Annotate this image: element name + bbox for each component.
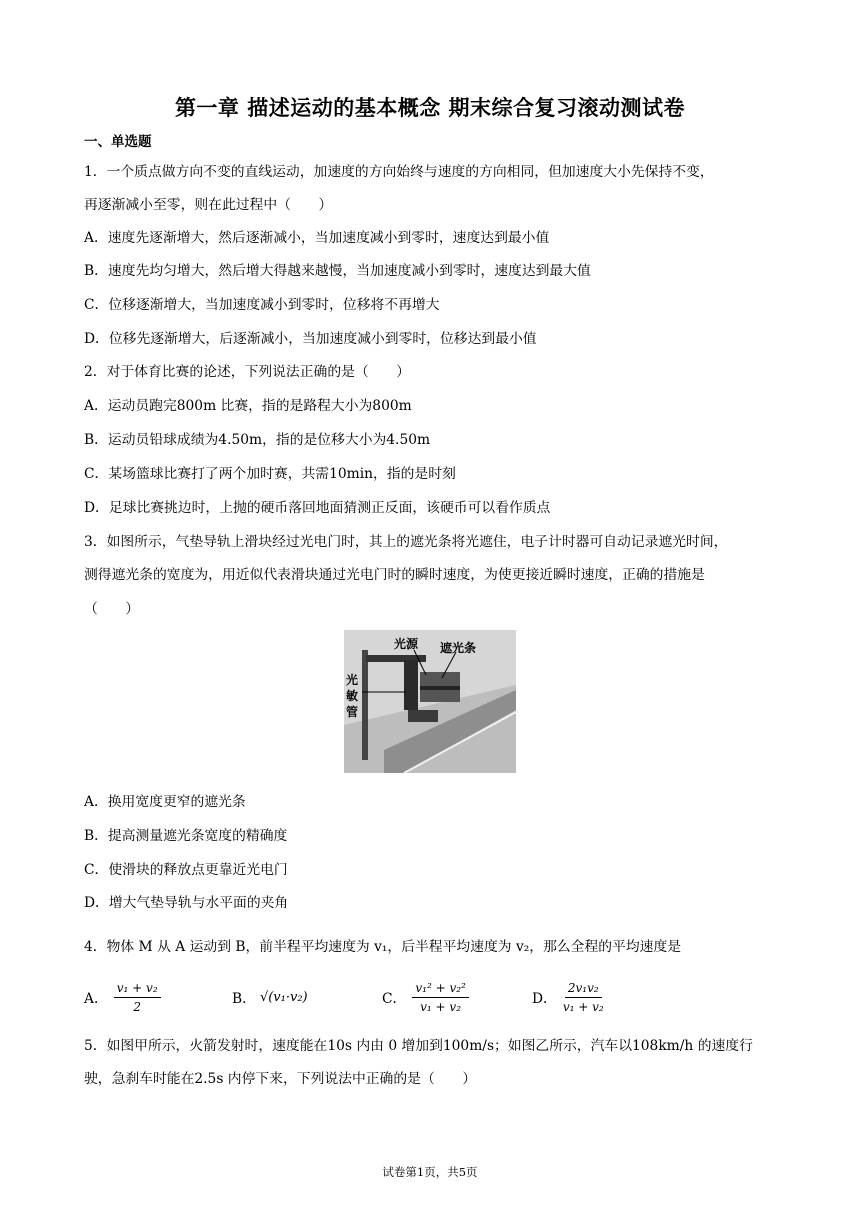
text-line: 2．对于体育比赛的论述，下列说法正确的是（ ） [84,364,411,380]
page-title: 第一章 描述运动的基本概念 期末综合复习滚动测试卷 [174,96,686,120]
text-line: C．使滑块的释放点更靠近光电门 [84,862,288,878]
text-line: C．位移逐渐增大，当加速度减小到零时，位移将不再增大 [84,297,440,313]
label-light-source: 光源 [394,637,419,651]
option-d: D． $\frac{\text{2v₁v₂}}{\text{v₁ + v₂}}$ [532,980,604,1014]
text-line: C．某场篮球比赛打了两个加时赛，共需10min，指的是时刻 [84,466,456,482]
text-line: 4．物体 M 从 A 运动到 B，前半程平均速度为 v₁，后半程平均速度为 v₂，那么全程的平均速度是 [84,939,682,955]
fraction-c: $\frac{\text{v₁² + v₂²}}{\text{v₁ + v₂}}$ [412,981,468,1014]
label-sensor-3: 管 [346,705,359,719]
section-heading: 一、单选题 [84,134,152,150]
label-sensor-2: 敏 [346,689,359,703]
text-line: A．速度先逐渐增大，然后逐渐减小，当加速度减小到零时，速度达到最小值 [84,230,550,246]
text-line: A．运动员跑完800m 比赛，指的是路程大小为800m [84,398,412,414]
option-c: C． $\frac{\text{v₁² + v₂²}}{\text{v₁ + v₂}}$ [382,972,469,1022]
fraction-d: $\frac{\text{2v₁v₂}}{\text{v₁ + v₂}}$ [562,980,604,1014]
text-line: 1．一个质点做方向不变的直线运动，加速度的方向始终与速度的方向相同，但加速度大小先保持不变， [84,164,714,180]
page-footer: 试卷第1页，共5页 [382,1165,478,1179]
text-line: （ ） [84,601,140,617]
formula-options [84,972,784,1022]
text-line: 5．如图甲所示，火箭发射时，速度能在10s 内由 0 增加到100m/s；如图乙所示，汽车以108km/h 的速度行 [84,1038,753,1054]
text-line: D．位移先逐渐增大，后逐渐减小，当加速度减小到零时，位移达到最小值 [84,331,537,347]
text-line: B．运动员铅球成绩为4.50m，指的是位移大小为4.50m [84,432,431,448]
option-b: B． √(v₁·v₂) [232,989,308,1007]
text-line: A．换用宽度更窄的遮光条 [84,794,246,810]
text-line: B．提高测量遮光条宽度的精确度 [84,828,288,844]
text-line: 再逐渐减小至零，则在此过程中（ ） [84,197,333,213]
label-shade-strip: 遮光条 [440,641,477,655]
text-line: D．增大气垫导轨与水平面的夹角 [84,895,289,911]
text-line: 测得遮光条的宽度为，用近似代表滑块通过光电门时的瞬时速度，为使更接近瞬时速度，正确的措施是 [84,567,705,583]
option-a: A． $\frac{\text{v₁ + v₂}}{2}$ [84,972,161,1022]
text-line: D．足球比赛挑边时，上抛的硬币落回地面猜测正反面，该硬币可以看作质点 [84,500,551,516]
fraction-a: $\frac{\text{v₁ + v₂}}{2}$ [114,981,161,1014]
air-track-photo [344,630,516,773]
text-line: 3．如图所示，气垫导轨上滑块经过光电门时，其上的遮光条将光遮住，电子计时器可自动记录遮光时间， [84,534,728,550]
label-sensor-1: 光 [346,673,359,687]
text-line: B．速度先均匀增大，然后增大得越来越慢，当加速度减小到零时，速度达到最大值 [84,263,591,279]
text-line: 驶，急刹车时能在2.5s 内停下来，下列说法中正确的是（ ） [84,1071,477,1087]
